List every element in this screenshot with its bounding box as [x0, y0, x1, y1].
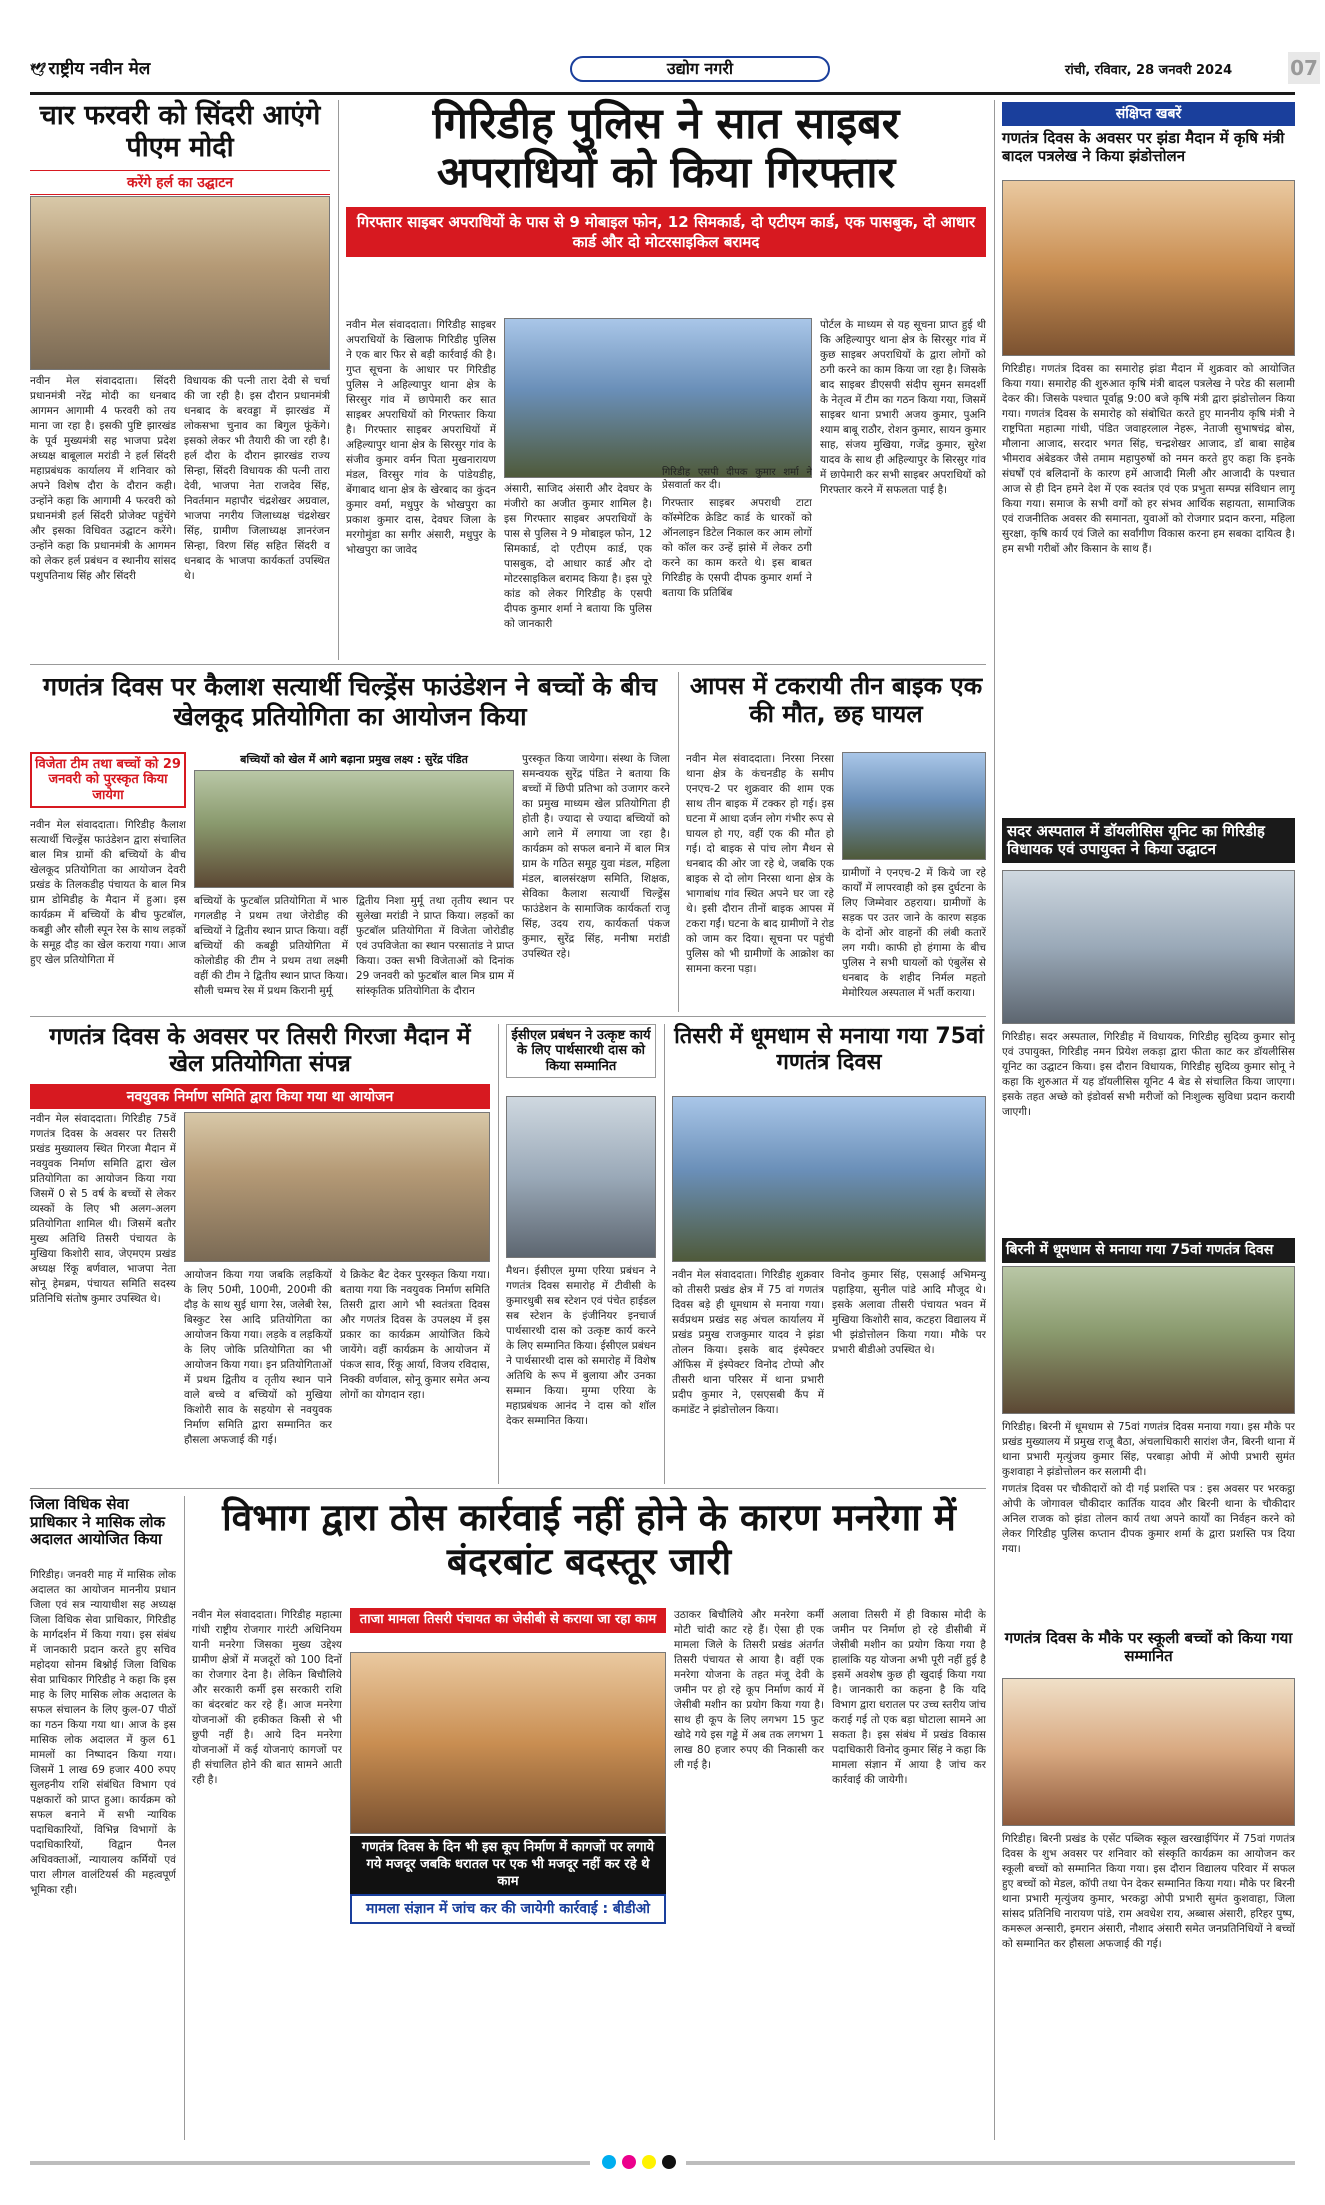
sidebar-tag: संक्षिप्त खबरें	[1002, 102, 1295, 126]
photo-dialysis-inauguration	[1002, 870, 1295, 1024]
story-body: उठाकर बिचौलिये और मनरेगा कर्मी मोटी चांदी काट रहे हैं। ऐसा ही एक मामला जिले के तिसरी प्रखंड अंतर्गत तिसरी पंचायत से आया है। वहीं एक मनरेगा योजना के तहत मंजू देवी के जमीन पर हो रहे कूप निर्माण कार्य में जेसीबी मशीन का प्रयोग किया गया है। साथ ही कूप के लिए लगभग 15 फुट खोदे गये इस गड्ढे में अब तक लगभग 1 लाख 80 हजार रुपए की निकासी कर ली गई है।	[674, 1609, 824, 1771]
story-headline: तिसरी में धूमधाम से मनाया गया 75वां गणतंत्र दिवस	[674, 1024, 984, 1075]
photo-girls-sports	[194, 770, 514, 888]
lead-headline: विभाग द्वारा ठोस कार्रवाई नहीं होने के कारण मनरेगा में बंदरबांट बदस्तूर जारी	[222, 1496, 956, 1584]
story-body: पोर्टल के माध्यम से यह सूचना प्राप्त हुई थी कि अहिल्यापुर थाना क्षेत्र के सिरसुर गांव में कुछ साइबर अपराधियों के द्वारा लोगों को ठगी करने का काम किया जा रहा है। जिसके बाद साइबर डीएसपी संदीप सुमन समदर्शी के नेतृत्व में टीम का गठन किया गया, जिसमें साइबर थाना प्रभारी अजय कुमार, पुअनि श्याम बाबू राठौर, रोशन कुमार, सायन कुमार साह, संजय मुखिया, गजेंद्र कुमार, सुरेश यादव के साथ ही अहिल्यापुर के सिरसुर गांव में छापेमारी कर सभी साइबर अपराधियों को गिरफ्तार करने में सफलता पाई है।	[820, 319, 986, 496]
story-headline: जिला विधिक सेवा प्राधिकार ने मासिक लोक अदालत आयोजित किया	[30, 1495, 166, 1549]
photo-caption: गिरिडीह एसपी दीपक कुमार शर्मा ने प्रेसवार्ता कर दी।	[662, 467, 812, 491]
section-rule	[30, 1488, 986, 1489]
masthead-rule	[30, 92, 1295, 95]
sidebar-news-birni	[1002, 1238, 1295, 1263]
story-body: ग्रामीणों ने एनएच-2 में किये जा रहे कार्यों में लापरवाही को इस दुर्घटना के लिए जिम्मेवार ठहराया। ग्रामीणों के सड़क पर उतर जाने के कारण सड़क के दोनों ओर वाहनों की लंबी कतारें लग गयी। काफी हो हंगामा के बीच पुलिस ने सभी घायलों को एंबुलेंस से धनबाद के शहीद निर्मल महतो मेमोरियल अस्पताल में भर्ती कराया।	[842, 867, 986, 999]
story-tisri-republic-day	[672, 1024, 986, 1076]
story-kailash-satyarthi	[30, 672, 670, 731]
footer-bar	[30, 2161, 590, 2165]
column-rule	[664, 1024, 665, 1484]
photo-birni-republic-day	[1002, 1266, 1295, 1414]
photo-police-press-conference	[504, 318, 812, 478]
news-body	[1002, 1420, 1295, 1620]
story-body: गिरिडीह। जनवरी माह में मासिक लोक अदालत का आयोजन माननीय प्रधान जिला एवं सत्र न्यायाधीश सह अध्यक्ष जिला विधिक सेवा प्राधिकार, गिरिडीह के मार्गदर्शन में किया गया। इस संबंध में जानकारी प्रदान करते हुए सचिव महोदया सोनम बिश्नोई जिला विधिक सेवा प्राधिकार गिरिडीह ने कहा कि इस माह के लिए मासिक लोक अदालत के सफल संचालन के लिए कुल-07 पीठों का गठन किया गया था। आज के इस मासिक लोक अदालत में कुल 61 मामलों का निष्पादन किया गया। जिसमें 1 लाख 69 हजार 400 रुपए सुलहनीय राशि संबंधित विभाग एवं पक्षकारों को प्राप्त हुआ। कार्यक्रम को सफल बनाने में सभी न्यायिक पदाधिकारियों, विभिन्न विभागों के पदाधिकारियों, विद्वान पैनल अधिवक्ताओं, न्यायालय कर्मियों एवं पारा लीगल वालंटियर्स की महत्वपूर्ण भूमिका रही।	[30, 1569, 176, 1896]
photo-ecl-honour	[506, 1096, 656, 1258]
story-body: पुरस्कृत किया जायेगा। संस्था के जिला समन्वयक सुरेंद्र पंडित ने बताया कि बच्चों में छिपी प्रतिभा को उजागर करने का प्रमुख माध्यम खेल प्रतियोगिता ही होती है। ज्यादा से ज्यादा बच्चियों को आगे लाने में लगाया जा रहा है। कार्यक्रम को सफल बनाने में बाल मित्र ग्राम के गठित समूह युवा मंडल, महिला मंडल, बालसंरक्षण समिति, शिक्षक, सेविका कैलाश सत्यार्थी चिल्ड्रेंस फाउंडेशन के सामाजिक कार्यकर्ता राजू सिंह, उदय राय, कार्यकर्ता पंकज कुमार, सुरेंद्र सिंह, मनीषा मरांडी उपस्थित रहे।	[522, 753, 670, 960]
photo-flag-hoisting	[1002, 180, 1295, 356]
story-body: विनोद कुमार सिंह, एसआई अभिमन्यु पहाड़िया, सुनील पांडे आदि मौजूद थे। इसके अलावा तीसरी पंचायत भवन में मुखिया किशोरी साव, कटहरा विद्यालय में भी झंडोत्तोलन किया गया। मौके पर प्रभारी बीडीओ उपस्थित थे।	[832, 1269, 986, 1356]
photo-caption-bottom: गणतंत्र दिवस के दिन भी इस कूप निर्माण में कागजों पर लगाये गये मजदूर जबकि धरातल पर एक भी मजदूर नहीं कर रहे थे काम	[350, 1836, 666, 1895]
photo-students-honoured	[1002, 1678, 1295, 1826]
sidebar-news-students	[1002, 1630, 1295, 1665]
page-number: 07	[1288, 52, 1320, 84]
photo-accident-site	[842, 752, 986, 860]
story-headline: चार फरवरी को सिंदरी आएंगे पीएम मोदी	[39, 100, 321, 163]
story-body: मैथन। ईसीएल मुग्मा एरिया प्रबंधन ने गणतंत्र दिवस समारोह में टीवीसी के कुमारधुबी सब स्टेशन एवं पंचेत हाईडल सब स्टेशन के इंजीनियर इनचार्ज पार्थसारथी दास को उत्कृष्ट कार्य करने के लिए सम्मानित किया। ईसीएल प्रबंधन ने पार्थसारथी दास को समारोह में विशेष अतिथि के रूप में बुलाया और उनका सम्मान किया। मुग्मा एरिया के महाप्रबंधक आनंद ने दास को शॉल देकर सम्मानित किया।	[506, 1265, 656, 1427]
photo-tisri-parade	[672, 1096, 986, 1262]
column-rule	[338, 100, 339, 660]
story-headline: ईसीएल प्रबंधन ने उत्कृष्ट कार्य के लिए पार्थसारथी दास को किया सम्मानित	[511, 1028, 651, 1074]
news-headline: गणतंत्र दिवस के अवसर पर झंडा मैदान में कृषि मंत्री बादल पत्रलेख ने किया झंडोत्तोलन	[1002, 129, 1285, 165]
story-body: ये क्रिकेट बैट देकर पुरस्कृत किया गया। बताया गया कि नवयुवक निर्माण समिति तिसरी द्वारा आगे भी स्वतंत्रता दिवस और गणतंत्र दिवस के उपलक्ष्य में इस प्रकार का कार्यक्रम आयोजित किये जायेंगे। वहीं कार्यक्रम के आयोजन में पंकज साव, रिंकू आर्या, विजय रविदास, निक्की वर्णवाल, सोनू कुमार समेत अन्य लोगों का योगदान रहा।	[340, 1269, 490, 1401]
photo-caption-top: ताजा मामला तिसरी पंचायत का जेसीबी से कराया जा रहा काम	[350, 1608, 666, 1633]
story-redbar: नवयुवक निर्माण समिति द्वारा किया गया था आयोजन	[30, 1084, 490, 1109]
masthead	[30, 52, 1318, 88]
photo-caption: बच्चियों को खेल में आगे बढ़ाना प्रमुख लक्ष्य : सुरेंद्र पंडित	[240, 753, 468, 766]
story-body: नवीन मेल संवाददाता। गिरिडीह 75वें गणतंत्र दिवस के अवसर पर तिसरी प्रखंड मुख्यालय स्थित गिरजा मैदान में नवयुवक निर्माण समिति द्वारा खेल प्रतियोगिता का आयोजन किया गया जिसमें 0 से 5 वर्ष के बच्चों से लेकर व्यस्कों के लिए भी अलग-अलग प्रतियोगिता शामिल थी। जिसमें बतौर मुख्य अतिथि तिसरी पंचायत के मुखिया किशोरी साव, जेएमएम प्रखंड अध्यक्ष रिंकू बर्णवाल, भाजपा नेता सोनू हेमब्रम, पंचायत समिति सदस्य प्रतिनिधि संतोष कुमार उपस्थित थे।	[30, 1113, 176, 1305]
story-body: नवीन मेल संवाददाता। गिरिडीह कैलाश सत्यार्थी चिल्ड्रेंस फाउंडेशन द्वारा संचालित बाल मित्र ग्रामों की बच्चियों के बीच खेलकूद प्रतियोगिता का आयोजन देवरी प्रखंड के तिलकडीह पंचायत के बाल मित्र ग्राम डोमिडीह के मैदान में हुआ। इस कार्यक्रम में बच्चियों के बीच फुटबॉल, कबड्डी और सौली स्पून रेस के साथ लड़कों के समूह दौड़ का खेल कराया गया। आज हुए खेल प्रतियोगिता में	[30, 819, 186, 966]
registration-dot	[642, 2155, 656, 2169]
section-title: उद्योग नगरी	[570, 56, 830, 82]
lead-headline: गिरिडीह पुलिस ने सात साइबर अपराधियों को किया गिरफ्तार	[432, 99, 900, 199]
story-subhead: करेंगे हर्ल का उद्घाटन	[30, 170, 330, 195]
news-body-part: गणतंत्र दिवस पर चौकीदारों को दी गई प्रशस्ति पत्र : इस अवसर पर भरकट्ठा ओपी के जोगावल चौकीदार कार्तिक यादव और बिरनी थाना के चौकीदार अनिल राजक को झंडा तोलन कार्य तथा अपने कार्यों का निर्वहन करने को लेकर गिरिडीह पुलिस कप्तान दीपक कुमार शर्मा के द्वारा प्रशस्ति पत्र दिया गया।	[1002, 1483, 1295, 1555]
bdo-quote-box: मामला संज्ञान में जांच कर की जायेगी कार्रवाई : बीडीओ	[350, 1894, 666, 1924]
story-body: नवीन मेल संवाददाता। निरसा निरसा थाना क्षेत्र के कंचनडीह के समीप एनएच-2 पर शुक्रवार की शाम एक साथ तीन बाइक में टक्कर हो गई। इस घटना में आधा दर्जन लोग गंभीर रूप से घायल हो गए, वहीं एक की मौत हो गई। दो बाइक से पांच लोग मैथन से धनबाद की ओर जा रहे थे, जबकि एक बाइक से दो लोग निरसा थाना क्षेत्र के भागाबांध गांव स्थित अपने घर जा रहे थे। इसी दौरान तीनों बाइक आपस में टकरा गईं। घटना के बाद ग्रामीणों ने रोड को जाम कर दिया। सूचना पर पहुंची पुलिस को भी ग्रामीणों के आक्रोश का सामना करना पड़ा।	[686, 753, 834, 975]
story-body: द्वितीय निशा मुर्मू तथा तृतीय स्थान पर सुलेखा मरांडी ने प्राप्त किया। लड़कों का फुटबॉल प्रतियोगिता में विजेता जोरोडीह एवं उपविजेता का स्थान परसातांड ने प्राप्त किया। उक्त सभी विजेताओं को दिनांक 29 जनवरी को फुटबॉल बाल मित्र ग्राम में सांस्कृतिक प्रतियोगिता के दौरान	[356, 895, 514, 997]
story-headline: गणतंत्र दिवस पर कैलाश सत्यार्थी चिल्ड्रेंस फाउंडेशन ने बच्चों के बीच खेलकूद प्रतियोगिता का आयोजन किया	[43, 672, 657, 731]
news-body: गिरिडीह। सदर अस्पताल, गिरिडीह में विधायक, गिरिडीह सुदिव्य कुमार सोनू एवं उपायुक्त, गिरिडीह नमन प्रियेश लकड़ा द्वारा फीता काट कर डॉयलीसिस यूनिट का उद्घाटन किया। इस दौरान विधायक, गिरिडीह सुदिव्य कुमार सोनू ने कहा कि शुरुआत में यह डॉयलीसिस यूनिट 4 बेड से संचालित किया जाएगा। इसके तहत अच्छे को इंडोवर्स सभी मरीजों को निःशुल्क सुविधा प्रदान करायी जाएगी।	[1002, 1031, 1295, 1118]
story-headline: आपस में टकरायी तीन बाइक एक की मौत, छह घायल	[689, 672, 983, 729]
news-headline: सदर अस्पताल में डॉयलीसिस यूनिट का गिरिडीह विधायक एवं उपायुक्त ने किया उद्घाटन	[1007, 822, 1265, 858]
story-body: नवीन मेल संवाददाता। गिरिडीह शुक्रवार को तीसरी प्रखंड क्षेत्र में 75 वां गणतंत्र दिवस बड़े ही धूमधाम से मनाया गया। सर्वप्रथम प्रखंड सह अंचल कार्यालय में प्रखंड प्रमुख राजकुमार यादव ने झंडा तोलन किया। इसके बाद इंस्पेक्टर ऑफिस में इंस्पेक्टर विनोद टोप्पो और तीसरी थाना परिसर में थाना प्रभारी प्रदीप कुमार ने, एसएसबी कैंप में कमांडेंट ने झंडोत्तोलन किया।	[672, 1269, 824, 1416]
story-body: गिरफ्तार साइबर अपराधी टाटा कॉस्मेटिक क्रेडिट कार्ड के धारकों को ऑनलाइन डिटेल निकाल कर आम लोगों को कॉल कर उन्हें झांसे में लेकर ठगी करने का काम करते थे। इस बाबत गिरिडीह के एसपी दीपक कुमार शर्मा ने बताया कि प्रतिबिंब	[662, 497, 812, 599]
registration-dot	[622, 2155, 636, 2169]
lead-deck: गिरफ्तार साइबर अपराधियों के पास से 9 मोबाइल फोन, 12 सिमकार्ड, दो एटीएम कार्ड, एक पासबुक, दो आधार कार्ड और दो मोटरसाइकिल बरामद	[346, 207, 986, 258]
footer-bar	[686, 2161, 1295, 2165]
story-ecl-honour	[506, 1024, 656, 1078]
story-redbox	[30, 752, 186, 808]
page-footer	[30, 2153, 1295, 2173]
registration-dot	[602, 2155, 616, 2169]
news-body: गिरिडीह। बिरनी प्रखंड के एसेंट पब्लिक स्कूल खरखाईपिंगर में 75वां गणतंत्र दिवस के शुभ अवसर पर शनिवार को संस्कृति कार्यक्रम का आयोजन कर स्कूली बच्चों को सम्मानित किया गया। इस दौरान विद्यालय परिवार में सफल हुए बच्चों को मेडल, कॉपी तथा पेन देकर सम्मानित किया गया। मौके पर बिरनी थाना प्रभारी मृत्युंजय कुमार, भरकट्ठा ओपी प्रभारी सुमंत कुशवाहा, जिला सांसद प्रतिनिधि नारायण पांडे, राम अवधेश राय, अब्बास अंसारी, हरिहर पुष्प, कमरूल अन्सारी, इमरान अंसारी, नौशाद अंसारी समेत जनप्रतिनिधियों ने बच्चों को सम्मानित कर हौसला अफजाई की गई।	[1002, 1833, 1295, 1950]
edition-date: रांची, रविवार, 28 जनवरी 2024	[1065, 63, 1233, 78]
sidebar-news-dialysis	[1002, 818, 1295, 863]
column-rule	[498, 1024, 499, 1484]
story-tisri-sports	[30, 1024, 490, 1109]
registration-dot	[662, 2155, 676, 2169]
news-body-part: गिरिडीह। बिरनी में धूमधाम से 75वां गणतंत्र दिवस मनाया गया। इस मौके पर प्रखंड मुख्यालय में प्रमुख राजू बैठा, अंचलाधिकारी सारांश जैन, बिरनी थाना में थाना प्रभारी मृत्युंजय कुमार सिंह, परबाड़ा ओपी में ओपी प्रभारी सुमंत कुशवाहा ने झंडोत्तोलन कर सलामी दी।	[1002, 1421, 1295, 1478]
story-cyber-arrest	[346, 100, 986, 257]
story-body: बच्चियों के फुटबॉल प्रतियोगिता में भारु गगलडीह ने प्रथम तथा जेरोडीह की बच्चियों ने द्वितीय स्थान प्राप्त किया। वहीं बच्चियों की कबड्डी प्रतियोगिता में कोलोडीह की टीम ने प्रथम तथा लक्ष्मी वहीं की टीम ने द्वितीय स्थान प्राप्त किया। सौली चम्मच रेस में प्रथम किरानी मुर्मू	[194, 895, 348, 997]
redbox-text: विजेता टीम तथा बच्चों को 29 जनवरी को पुरस्कृत किया जायेगा	[35, 757, 181, 803]
logo-text: राष्ट्रीय नवीन मेल	[48, 59, 151, 79]
story-headline: गणतंत्र दिवस के अवसर पर तिसरी गिरजा मैदान में खेल प्रतियोगिता संपन्न	[49, 1024, 471, 1078]
column-rule	[184, 1496, 185, 2140]
story-lok-adalat	[30, 1496, 176, 1549]
story-body: नवीन मेल संवाददाता। सिंदरी प्रधानमंत्री नरेंद्र मोदी का धनबाद आगमन आगामी 4 फरवरी को तय माना जा रहा है। इसकी पुष्टि झारखंड के पूर्व मुख्यमंत्री सह भाजपा प्रदेश अध्यक्ष बाबूलाल मरांडी ने हर्ल सिंदरी महाप्रबंधक कार्यालय में शनिवार को अपने विशेष दौरा के दौरान कही। उन्होंने कहा कि आगामी 4 फरवरी को प्रधानमंत्री हर्ल सिंदरी प्रोजेक्ट पहुंचेंगे और इसका विधिवत उद्घाटन करेंगे। उन्होंने कहा कि प्रधानमंत्री के आगमन को लेकर हर्ल प्रबंधन व स्थानीय सांसद पशुपतिनाथ सिंह और सिंदरी	[30, 375, 176, 582]
story-mnrega	[192, 1496, 986, 1585]
photo-well-construction	[350, 1652, 666, 1834]
newspaper-logo	[30, 56, 150, 79]
news-headline: बिरनी में धूमधाम से मनाया गया 75वां गणतंत्र दिवस	[1006, 1242, 1274, 1258]
news-body: गिरिडीह। गणतंत्र दिवस का समारोह झंडा मैदान में शुक्रवार को आयोजित किया गया। समारोह की शुरुआत कृषि मंत्री बादल पत्रलेख ने परेड की सलामी देकर की। जिसके पश्चात पूर्वाह्न 9:00 बजे कृषि मंत्री द्वारा झंडोत्तोलन किया गया। गणतंत्र दिवस के समारोह को संबोधित करते हुए माननीय कृषि मंत्री ने राष्ट्रपिता महात्मा गांधी, पंडित जवाहरलाल नेहरू, नेताजी सुभाषचंद्र बोस, मौलाना आजाद, सरदार भगत सिंह, चन्द्रशेखर आजाद, डॉ बाबा साहेब भीमराव अंबेडकर जैसे तमाम महापुरुषों को नमन करते हुए कहा कि इनके संघर्षों एवं बलिदानों के कारण हमें आजादी मिली और आजादी के पश्चात आज से ही दिन हमने देश में एक स्वतंत्र एवं एक प्रभुता सम्पन्न संविधान लागू किया गया। समाज के सभी वर्गों को हर संभव आर्थिक सहायता, सामाजिक एवं राजनीतिक अवसर की समानता, युवाओं को रोजगार प्रदान करना, महिला सुरक्षा, कृषि कार्य एवं जिले का सर्वांगीण विकास करना हम सबका दायित्व है। हम सभी गरीबों और किसान के साथ हैं।	[1002, 363, 1295, 555]
bird-icon: 🕊	[30, 63, 47, 78]
story-body: नवीन मेल संवाददाता। गिरिडीह महात्मा गांधी राष्ट्रीय रोजगार गारंटी अधिनियम यानी मनरेगा जिसका मुख्य उद्देश्य ग्रामीण क्षेत्रों में मजदूरों को 100 दिनों का रोजगार देना है। लेकिन बिचौलिये और सरकारी कर्मी इस सरकारी राशि का बंदरबांट कर रहे हैं। आज मनरेगा योजनाओं की हकीकत किसी से भी छुपी नहीं है। आये दिन मनरेगा योजनाओं में कई योजनाएं कागजों पर ही संचालित होने की बात सामने आती रही है।	[192, 1609, 342, 1786]
section-rule	[30, 1016, 986, 1017]
column-rule	[678, 672, 679, 1012]
story-pm-modi	[30, 100, 330, 195]
photo-tisri-sports	[184, 1112, 490, 1262]
story-bike-accident	[686, 672, 986, 729]
sidebar-news-flag-hoisting	[1002, 130, 1295, 165]
story-body: आयोजन किया गया जबकि लड़कियों के लिए 50मी, 100मी, 200मी की दौड़ के साथ सुई धागा रेस, जलेबी रेस, बिस्कुट रेस आदि प्रतियोगिता का आयोजन किया गया। लड़के व लड़कियों के लिए जोकि प्रतियोगिता का भी आयोजन किया गया। इन प्रतियोगिताओं में प्रथम द्वितीय व तृतीय स्थान पाने वाले बच्चे व बच्चियों को मुखिया किशोरी साव के सहयोग से नवयुवक निर्माण समिति द्वारा सम्मानित कर हौसला अफजाई की गई।	[184, 1269, 332, 1446]
story-body: अलावा तिसरी में ही विकास मोदी के जमीन पर निर्माण हो रहे डीसीबी में जेसीबी मशीन का प्रयोग किया गया है हालांकि यह योजना अभी पूरी नहीं हुई है इसमें अवशेष कुछ ही खुदाई किया गया है। जानकारी का कहना है कि यदि विभाग द्वारा धरातल पर उच्च स्तरीय जांच कराई गई तो एक बड़ा घोटाला सामने आ सकता है। इस संबंध में प्रखंड विकास पदाधिकारी विनोद कुमार सिंह ने कहा कि मामला संज्ञान में आया है जांच कर कार्रवाई की जायेगी।	[832, 1609, 986, 1786]
photo-pm-modi-press	[30, 196, 330, 370]
story-body: विधायक की पत्नी तारा देवी से चर्चा की जा रही है। इस दौरान प्रधानमंत्री धनबाद के बरवड्डा में झारखंड में लोकसभा चुनाव का बिगुल फूंकेंगे। इसको लेकर भी तैयारी की जा रही है। हर्ल दौरा के दौरान झारखंड राज्य सिन्हा, सिंदरी विधायक की पत्नी तारा देवी, भाजपा नेता राजदेव सिंह, निवर्तमान महापौर चंद्रशेखर अग्रवाल, भाजपा नगरीय जिलाध्यक्ष चंद्रशेखर सिंह, ग्रामीण जिलाध्यक्ष ज्ञानरंजन सिन्हा, विरण सिंह सहित सिंदरी व धनबाद के भाजपा कार्यकर्ता उपस्थित थे।	[184, 375, 330, 582]
story-body: अंसारी, साजिद अंसारी और देवघर के मंजीरो का अजीत कुमार शामिल है। इस गिरफ्तार साइबर अपराधियों के पास से पुलिस ने 9 मोबाइल फोन, 12 सिमकार्ड, दो एटीएम कार्ड, एक पासबुक, दो आधार कार्ड और दो मोटरसाइकिल बरामद किया है। इस पूरे कांड को लेकर गिरिडीह के एसपी दीपक कुमार शर्मा ने बताया कि पुलिस को जानकारी	[504, 483, 652, 630]
story-body: नवीन मेल संवाददाता। गिरिडीह साइबर अपराधियों के खिलाफ गिरिडीह पुलिस ने एक बार फिर से बड़ी कार्रवाई की है। गुप्त सूचना के आधार पर गिरिडीह पुलिस ने अहिल्यापुर थाना क्षेत्र के सिरसुर गांव में छापेमारी कर सात साइबर अपराधियों को गिरफ्तार किया है। गिरफ्तार साइबर अपराधियों में अहिल्यापुर थाना क्षेत्र के सिरसुर गांव के संजीव कुमार वर्मन पिता मुखनारायण मंडल, विरसुर गांव के पांडेयडीह, बेंगाबाद थाना क्षेत्र के खेरबाद का कुंदन कुमार वर्मा, मधुपुर के भोखपुरा का प्रकाश कुमार दास, देवघर जिला के मरगोमुंडा का सगीर अंसारी, मधुपुर के भोखपुरा का जावेद	[346, 319, 496, 556]
section-rule	[30, 664, 986, 665]
column-rule	[994, 100, 995, 2140]
news-headline: गणतंत्र दिवस के मौके पर स्कूली बच्चों को किया गया सम्मानित	[1004, 1629, 1293, 1665]
